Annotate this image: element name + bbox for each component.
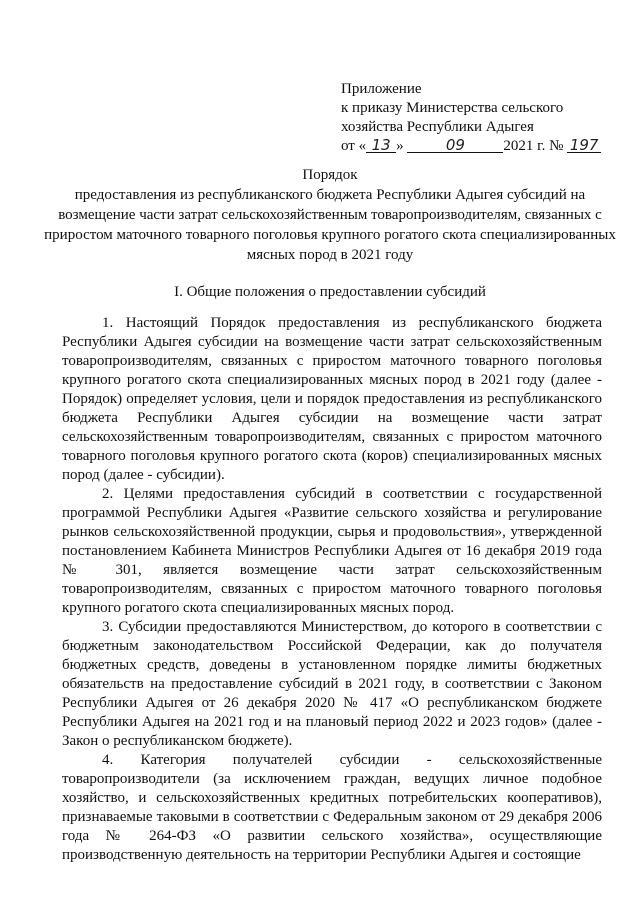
date-prefix: от « (341, 138, 367, 154)
appendix-order-line: к приказу Министерства сельского (341, 100, 564, 116)
paragraph-4: 4. Категория получателей субсидии - сельскохозяйственные товаропроизводители (за исключением граждан, ведущих личное подобное хозяйство, и сельскохозяйственных кредитных потребительских кооперативов), признаваемые таковыми в соответствии с Федеральным законом от 29 декабря 2006 года № 264-ФЗ «О развитии сельского хозяйства», осуществляющие производственную деятельность на территории Республики Адыгея и состоящие (62, 752, 602, 863)
document-body (62, 314, 602, 865)
section-heading: I. Общие положения о предоставлении субсидий (174, 284, 486, 300)
appendix-block (341, 80, 621, 156)
appendix-label: Приложение (341, 81, 422, 97)
appendix-ministry-line: хозяйства Республики Адыгея (341, 119, 534, 135)
title-heading: Порядок (302, 167, 358, 183)
document-title (40, 165, 620, 265)
paragraph-1: 1. Настоящий Порядок предоставления из республиканского бюджета Республики Адыгея субсидии на возмещение части затрат сельскохозяйственным товаропроизводителям, связанных с приростом маточного товарного поголовья крупного рогатого скота специализированных мясных пород в 2021 году (далее - Порядок) определяет условия, цели и порядок предоставления из республиканского бюджета Республики Адыгея субсидии на возмещение части затрат сельскохозяйственным товаропроизводителям, связанных с приростом маточного товарного поголовья крупного рогатого скота (коров) специализированных мясных пород (далее - субсидии). (62, 315, 602, 483)
handwritten-order-number: 197 (567, 138, 601, 153)
handwritten-month: 09 (407, 138, 503, 153)
handwritten-day: 13 (366, 138, 396, 153)
date-quote-close: » (396, 138, 404, 154)
paragraph-2: 2. Целями предоставления субсидий в соответствии с государственной программой Республики Адыгея «Развитие сельского хозяйства и регулирование рынков сельскохозяйственной продукции, сырья и продовольствия», утвержденной постановлением Кабинета Министров Республики Адыгея от 16 декабря 2019 года № 301, является возмещение части затрат сельскохозяйственным товаропроизводителям, связанных с приростом маточного товарного поголовья крупного рогатого скота специализированных мясных пород. (62, 486, 602, 616)
appendix-date-line (341, 137, 621, 156)
paragraph-3: 3. Субсидии предоставляются Министерством, до которого в соответствии с бюджетным законодательством Российской Федерации, как до получателя бюджетных средств, доведены в установленном порядке лимиты бюджетных обязательств на предоставление субсидий в 2021 году, в соответствии с Законом Республики Адыгея от 26 декабря 2020 № 417 «О республиканском бюджете Республики Адыгея на 2021 год и на плановый период 2022 и 2023 годов» (далее - Закон о республиканском бюджете). (62, 619, 602, 749)
date-year-number-label: 2021 г. № (503, 138, 564, 154)
title-subtitle: предоставления из республиканского бюджета Республики Адыгея субсидий на возмещение части затрат сельскохозяйственным товаропроизводителям, связанных с приростом маточного товарного поголовья крупного рогатого скота специализированных мясных пород в 2021 году (44, 187, 616, 263)
